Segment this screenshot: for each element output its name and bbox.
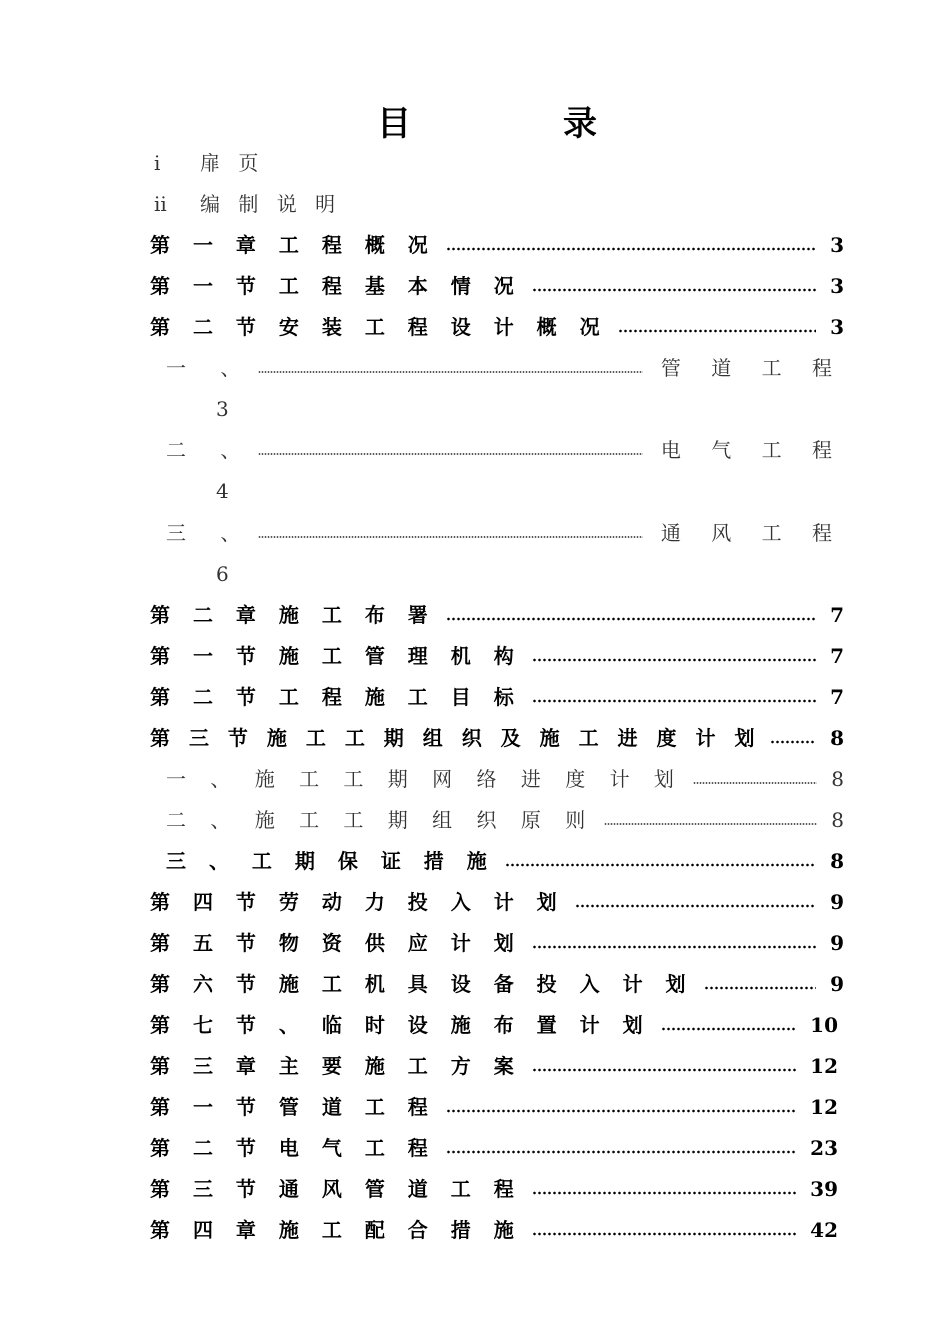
toc-entry-page: 9 xyxy=(830,890,844,914)
leader-dots xyxy=(258,435,643,465)
toc-entry-label: 二 、 施 工 工 期 组 织 原 则 xyxy=(166,808,595,832)
leader-dots xyxy=(532,641,816,671)
toc-entry[interactable] xyxy=(150,1051,838,1081)
toc-entry[interactable] xyxy=(150,1215,838,1245)
toc-entry-label: 第 二 章 施 工 布 署 xyxy=(150,603,436,627)
prelim-item xyxy=(154,148,264,178)
toc-entry-page: 12 xyxy=(810,1095,838,1119)
toc-entry[interactable] xyxy=(166,518,844,548)
toc-entry-page: 8 xyxy=(831,808,844,832)
toc-entry-page: 3 xyxy=(830,315,844,339)
toc-title-part1: 目 xyxy=(377,104,411,144)
prelim-number: ii xyxy=(154,192,167,216)
toc-entry-title: 管 道 工 程 xyxy=(660,356,844,380)
toc-entry-label: 第 一 节 施 工 管 理 机 构 xyxy=(150,644,522,668)
toc-entry[interactable] xyxy=(150,887,844,917)
leader-dots xyxy=(693,764,817,794)
toc-entry-page: 6 xyxy=(216,562,229,586)
toc-entry[interactable] xyxy=(166,764,844,794)
leader-dots xyxy=(532,1215,796,1245)
toc-entry-label: 第 三 节 通 风 管 道 工 程 xyxy=(150,1177,522,1201)
leader-dots xyxy=(446,1133,796,1163)
leader-dots xyxy=(532,271,816,301)
leader-dots xyxy=(446,1092,796,1122)
toc-entry[interactable] xyxy=(150,723,844,753)
toc-entry-page: 4 xyxy=(216,479,229,503)
toc-entry[interactable] xyxy=(150,1092,838,1122)
toc-entry[interactable] xyxy=(150,682,844,712)
toc-entry-page: 8 xyxy=(830,726,844,750)
toc-entry[interactable] xyxy=(150,230,844,260)
toc-entry-page: 8 xyxy=(830,849,844,873)
toc-entry[interactable] xyxy=(166,435,844,465)
leader-dots xyxy=(532,1174,796,1204)
toc-entry-label: 第 四 章 施 工 配 合 措 施 xyxy=(150,1218,522,1242)
toc-entry-page: 10 xyxy=(810,1013,838,1037)
toc-entry-label: 二 、 xyxy=(166,438,255,462)
leader-dots xyxy=(258,353,643,383)
leader-dots xyxy=(770,723,816,753)
leader-dots xyxy=(704,969,817,999)
toc-entry-page: 8 xyxy=(831,767,844,791)
toc-entry[interactable] xyxy=(150,641,844,671)
toc-entry[interactable] xyxy=(150,312,844,342)
toc-entry-page: 3 xyxy=(830,233,844,257)
toc-entry-label: 三 、 xyxy=(166,521,255,545)
leader-dots xyxy=(532,682,816,712)
toc-entry-page: 12 xyxy=(810,1054,838,1078)
toc-entry-label: 第 二 节 工 程 施 工 目 标 xyxy=(150,685,522,709)
toc-entry-page: 7 xyxy=(830,603,844,627)
leader-dots xyxy=(618,312,816,342)
toc-entry[interactable] xyxy=(150,969,844,999)
leader-dots xyxy=(661,1010,797,1040)
prelim-item xyxy=(154,189,341,219)
toc-entry-label: 第 三 章 主 要 施 工 方 案 xyxy=(150,1054,522,1078)
toc-entry-title: 电 气 工 程 xyxy=(660,438,844,462)
toc-entry[interactable] xyxy=(166,846,844,876)
toc-entry-label: 第 六 节 施 工 机 具 设 备 投 入 计 划 xyxy=(150,972,694,996)
toc-entry-page: 39 xyxy=(810,1177,838,1201)
toc-entry-label: 第 四 节 劳 动 力 投 入 计 划 xyxy=(150,890,565,914)
toc-entry-label: 第 七 节 、 临 时 设 施 布 置 计 划 xyxy=(150,1013,651,1037)
toc-entry-label: 第 一 节 工 程 基 本 情 况 xyxy=(150,274,522,298)
toc-entry[interactable] xyxy=(150,1174,838,1204)
toc-entry-page: 3 xyxy=(216,397,229,421)
toc-entry-label: 第 一 节 管 道 工 程 xyxy=(150,1095,436,1119)
leader-dots xyxy=(532,928,816,958)
prelim-text: 扉 页 xyxy=(200,151,265,175)
toc-entry-page: 7 xyxy=(830,644,844,668)
toc-entry-label: 第 三 节 施 工 工 期 组 织 及 施 工 进 度 计 划 xyxy=(150,726,761,750)
toc-entry[interactable] xyxy=(166,353,844,383)
leader-dots xyxy=(446,600,816,630)
toc-entry[interactable] xyxy=(150,1133,838,1163)
toc-entry-page: 7 xyxy=(830,685,844,709)
toc-entry[interactable] xyxy=(150,1010,838,1040)
leader-dots xyxy=(446,230,816,260)
toc-entry-page: 9 xyxy=(830,972,844,996)
leader-dots xyxy=(505,846,816,876)
toc-entry-label: 第 五 节 物 资 供 应 计 划 xyxy=(150,931,522,955)
toc-entry-page: 3 xyxy=(830,274,844,298)
toc-entry-label: 一 、 施 工 工 期 网 络 进 度 计 划 xyxy=(166,767,683,791)
toc-entry-label: 三 、 工 期 保 证 措 施 xyxy=(166,849,495,873)
toc-entry-label: 第 二 节 电 气 工 程 xyxy=(150,1136,436,1160)
toc-entry-page: 9 xyxy=(830,931,844,955)
leader-dots xyxy=(575,887,816,917)
toc-entry-label: 第 一 章 工 程 概 况 xyxy=(150,233,436,257)
toc-entry[interactable] xyxy=(150,271,844,301)
toc-entry-title: 通 风 工 程 xyxy=(660,521,844,545)
toc-entry-label: 第 二 节 安 装 工 程 设 计 概 况 xyxy=(150,315,608,339)
prelim-number: i xyxy=(154,151,161,175)
toc-entry-label: 一 、 xyxy=(166,356,255,380)
toc-title xyxy=(0,100,950,148)
toc-entry[interactable] xyxy=(166,805,844,835)
leader-dots xyxy=(532,1051,796,1081)
leader-dots xyxy=(258,518,643,548)
toc-entry[interactable] xyxy=(150,600,844,630)
toc-entry-page: 42 xyxy=(810,1218,838,1242)
prelim-text: 编 制 说 明 xyxy=(200,192,342,216)
toc-title-part2: 录 xyxy=(563,104,597,144)
leader-dots xyxy=(604,805,817,835)
toc-entry-page: 23 xyxy=(810,1136,838,1160)
toc-entry[interactable] xyxy=(150,928,844,958)
